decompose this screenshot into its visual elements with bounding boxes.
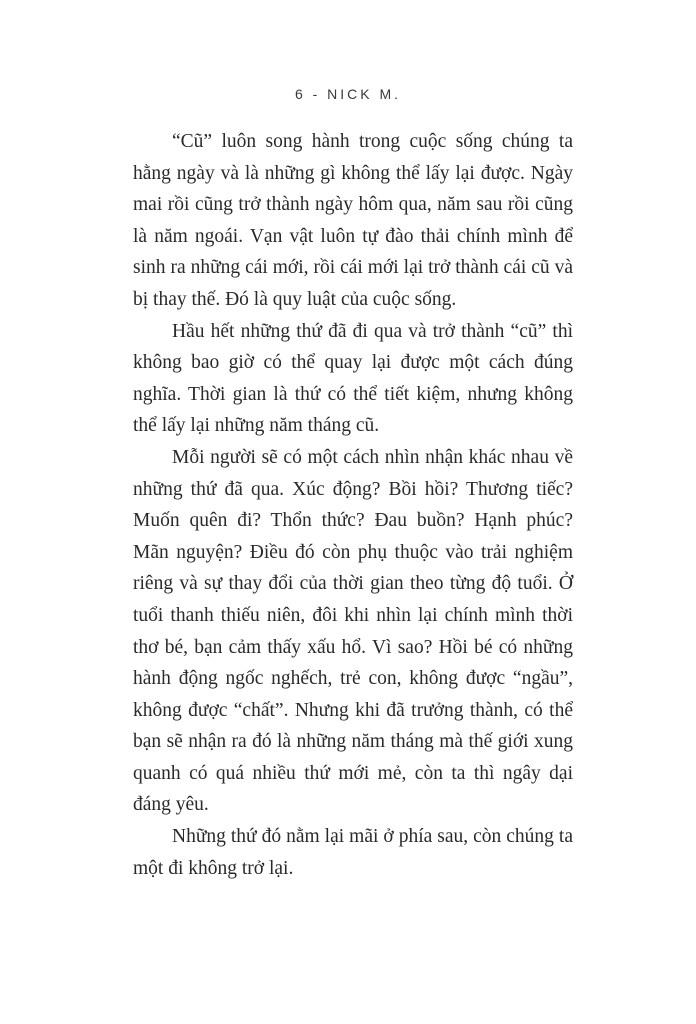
paragraph-4: Những thứ đó nằm lại mãi ở phía sau, còn chúng ta một đi không trở lại.: [133, 826, 573, 879]
paragraph-1: “Cũ” luôn song hành trong cuộc sống chúng ta hằng ngày và là những gì không thể lấy lại được. Ngày mai rồi cũng trở thành ngày hôm qua, năm sau rồi cũng là năm ngoái. Vạn vật luôn tự đào thải chính mình để sinh ra những cái mới, rồi cái mới lại trở thành cái cũ và bị thay thế. Đó là quy luật của cuộc sống.: [133, 131, 573, 310]
running-head: 6 - NICK M.: [294, 86, 402, 102]
paragraph-3: Mỗi người sẽ có một cách nhìn nhận khác nhau về những thứ đã qua. Xúc động? Bồi hồi? Thương tiếc? Muốn quên đi? Thổn thức? Đau buồn? Hạnh phúc? Mãn nguyện? Điều đó còn phụ thuộc vào trải nghiệm riêng và sự thay đổi của thời gian theo từng độ tuổi. Ở tuổi thanh thiếu niên, đôi khi nhìn lại chính mình thời thơ bé, bạn cảm thấy xấu hổ. Vì sao? Hồi bé có những hành động ngốc nghếch, trẻ con, không được “ngầu”, không được “chất”. Nhưng khi đã trưởng thành, có thể bạn sẽ nhận ra đó là những năm tháng mà thế giới xung quanh có quá nhiều thứ mới mẻ, còn ta thì ngây dại đáng yêu.: [133, 446, 573, 816]
paragraph-2: Hầu hết những thứ đã đi qua và trở thành “cũ” thì không bao giờ có thể quay lại được một cách đúng nghĩa. Thời gian là thứ có thể tiết kiệm, nhưng không thể lấy lại những năm tháng cũ.: [133, 320, 573, 437]
body-text: [133, 126, 573, 884]
